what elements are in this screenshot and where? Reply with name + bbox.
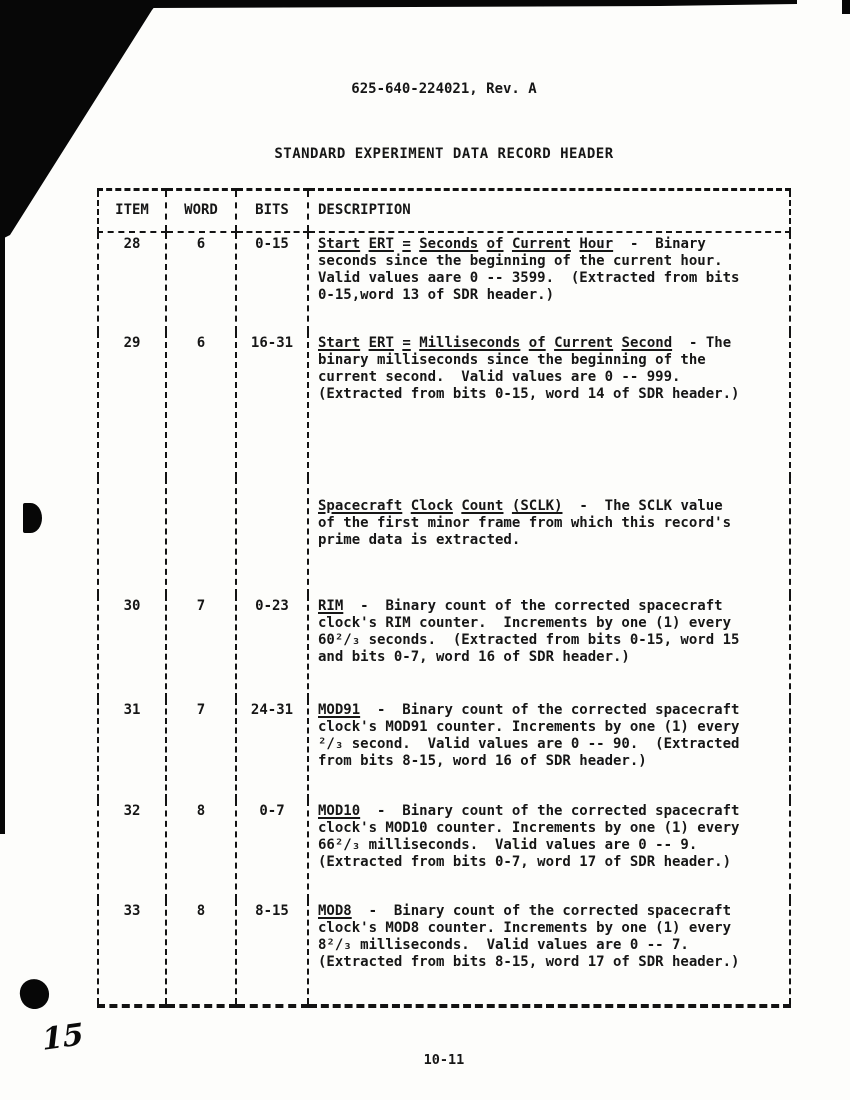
table-row — [98, 332, 790, 478]
cell-item: 33 — [98, 900, 166, 1006]
cell-word: 6 — [166, 332, 236, 478]
page-number: 10-11 — [423, 1052, 465, 1068]
table-row — [98, 699, 790, 800]
table-row — [98, 478, 790, 595]
binder-mark-top — [23, 503, 42, 533]
handwritten-note: 15 — [40, 1017, 85, 1058]
column-header-bits: BITS — [236, 190, 308, 232]
cell-item — [98, 478, 166, 595]
cell-bits: 16-31 — [236, 332, 308, 478]
cell-bits — [236, 478, 308, 595]
cell-word: 8 — [166, 800, 236, 900]
cell-word — [166, 478, 236, 595]
cell-word: 8 — [166, 900, 236, 1006]
cell-description: Spacecraft Clock Count (SCLK) - The SCLK value of the first minor frame from which this record's prime data is extracted. — [308, 478, 790, 595]
cell-item: 29 — [98, 332, 166, 478]
cell-bits: 0-23 — [236, 595, 308, 699]
document-number: 625-640-224021, Rev. A — [351, 81, 537, 97]
table-header-row — [98, 190, 790, 232]
page-title: STANDARD EXPERIMENT DATA RECORD HEADER — [274, 146, 614, 162]
scan-left-edge-artifact — [0, 228, 5, 834]
cell-bits: 0-15 — [236, 232, 308, 332]
cell-word: 6 — [166, 232, 236, 332]
table-row — [98, 800, 790, 900]
cell-word: 7 — [166, 595, 236, 699]
cell-item: 30 — [98, 595, 166, 699]
cell-item: 32 — [98, 800, 166, 900]
table-row — [98, 595, 790, 699]
column-header-word: WORD — [166, 190, 236, 232]
column-header-description: DESCRIPTION — [308, 190, 790, 232]
binder-mark-bottom — [17, 976, 52, 1011]
cell-description: Start ERT = Seconds of Current Hour - Binary seconds since the beginning of the current hour. Valid values aare 0 -- 3599. (Extracted from bits 0-15,word 13 of SDR header.) — [308, 232, 790, 332]
cell-bits: 0-7 — [236, 800, 308, 900]
cell-item: 28 — [98, 232, 166, 332]
column-header-item: ITEM — [98, 190, 166, 232]
table-body — [98, 232, 790, 1006]
cell-description: RIM - Binary count of the corrected spacecraft clock's RIM counter. Increments by one (1) every 60²/₃ seconds. (Extracted from bits 0-15, word 15 and bits 0-7, word 16 of SDR header.) — [308, 595, 790, 699]
scan-top-right-artifact — [842, 0, 850, 14]
cell-bits: 24-31 — [236, 699, 308, 800]
cell-word: 7 — [166, 699, 236, 800]
cell-description: MOD8 - Binary count of the corrected spacecraft clock's MOD8 counter. Increments by one (1) every 8²/₃ milliseconds. Valid values are 0 -- 7. (Extracted from bits 8-15, word 17 of SDR header.) — [308, 900, 790, 1006]
table-row — [98, 900, 790, 1006]
cell-description: Start ERT = Milliseconds of Current Second - The binary milliseconds since the beginning of the current second. Valid values are 0 -- 999. (Extracted from bits 0-15, word 14 of SDR header.) — [308, 332, 790, 478]
cell-description: MOD10 - Binary count of the corrected spacecraft clock's MOD10 counter. Increments by one (1) every 66²/₃ milliseconds. Valid values are 0 -- 9. (Extracted from bits 0-7, word 17 of SDR header.) — [308, 800, 790, 900]
cell-description: MOD91 - Binary count of the corrected spacecraft clock's MOD91 counter. Increments by one (1) every ²/₃ second. Valid values are 0 -- 90. (Extracted from bits 8-15, word 16 of SDR header.) — [308, 699, 790, 800]
cell-bits: 8-15 — [236, 900, 308, 1006]
table-row — [98, 232, 790, 332]
cell-item: 31 — [98, 699, 166, 800]
record-header-table — [97, 188, 791, 1008]
